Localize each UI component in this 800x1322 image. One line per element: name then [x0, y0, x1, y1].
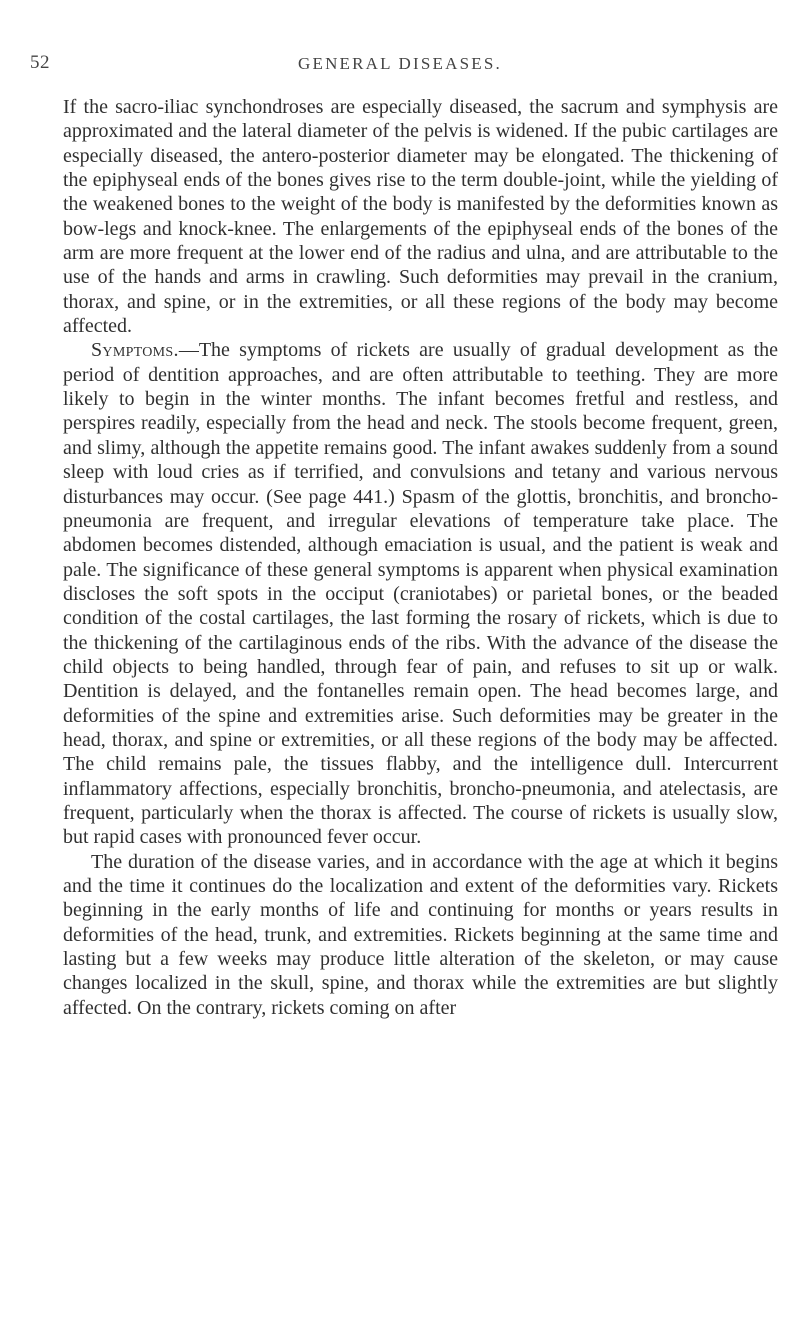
section-heading-symptoms: Symptoms. [91, 339, 179, 362]
running-head [0, 52, 800, 82]
paragraph-duration: The duration of the disease varies, and in accordance with the age at which it begins and the time it continues do the localization and extent of the deformities vary. Rickets beginning in the early months of life and continuing for months or years results in deformities of the head, trunk, and extremities. Rickets beginning at the same time and lasting but a few weeks may produce little alteration of the skeleton, or may cause changes localized in the skull, spine, and thorax while the extremities are but slightly affected. On the contrary, rickets coming on after [63, 850, 778, 1019]
paragraph-symptoms [63, 338, 778, 849]
page-number: 52 [30, 52, 50, 73]
body-text [63, 95, 778, 1020]
paragraph-symptoms-text: —The symptoms of rickets are usually of gradual development as the period of dentition approaches, and are often attributable to teething. They are more likely to begin in the winter months. The infant becomes fretful and restless, and perspires readily, especially from the head and neck. The stools become frequent, green, and slimy, although the appetite remains good. The infant awakes suddenly from a sound sleep with loud cries as if terrified, and convulsions and tetany and various nervous disturbances may occur. (See page 441.) Spasm of the glottis, bronchitis, and broncho-pneumonia are frequent, and irregular elevations of temperature take place. The abdomen becomes distended, although emaciation is usual, and the patient is weak and pale. The significance of these general symptoms is apparent when physical examination discloses the soft spots in the occiput (craniotabes) or parietal bones, or the beaded condition of the costal cartilages, the last forming the rosary of rickets, which is due to the thickening of the cartilaginous ends of the ribs. With the advance of the disease the child objects to being handled, through fear of pain, and refuses to sit up or walk. Dentition is delayed, and the fontanelles remain open. The head becomes large, and deformities of the spine and extremities arise. Such deformities may be greater in the head, thorax, and spine or extremities, or all these regions of the body may be affected. The child remains pale, the tissues flabby, and the intelligence dull. Intercurrent inflammatory affections, especially bronchitis, broncho-pneumonia, and atelectasis, are frequent, particularly when the thorax is affected. The course of rickets is usually slow, but rapid cases with pronounced fever occur. [63, 339, 778, 849]
running-title: GENERAL DISEASES. [298, 54, 502, 73]
paragraph-pelvis-deformities: If the sacro-iliac synchondroses are especially diseased, the sacrum and symphysis are approximated and the lateral diameter of the pelvis is widened. If the pubic cartilages are especially diseased, the antero-posterior diameter may be elongated. The thickening of the epiphyseal ends of the bones gives rise to the term double-joint, while the yielding of the weakened bones to the weight of the body is manifested by the deformities known as bow-legs and knock-knee. The enlargements of the epiphyseal ends of the bones of the arm are more frequent at the lower end of the radius and ulna, and are attributable to the use of the hands and arms in crawling. Such deformities may prevail in the cranium, thorax, and spine, or in the extremities, or all these regions of the body may become affected. [63, 96, 778, 338]
